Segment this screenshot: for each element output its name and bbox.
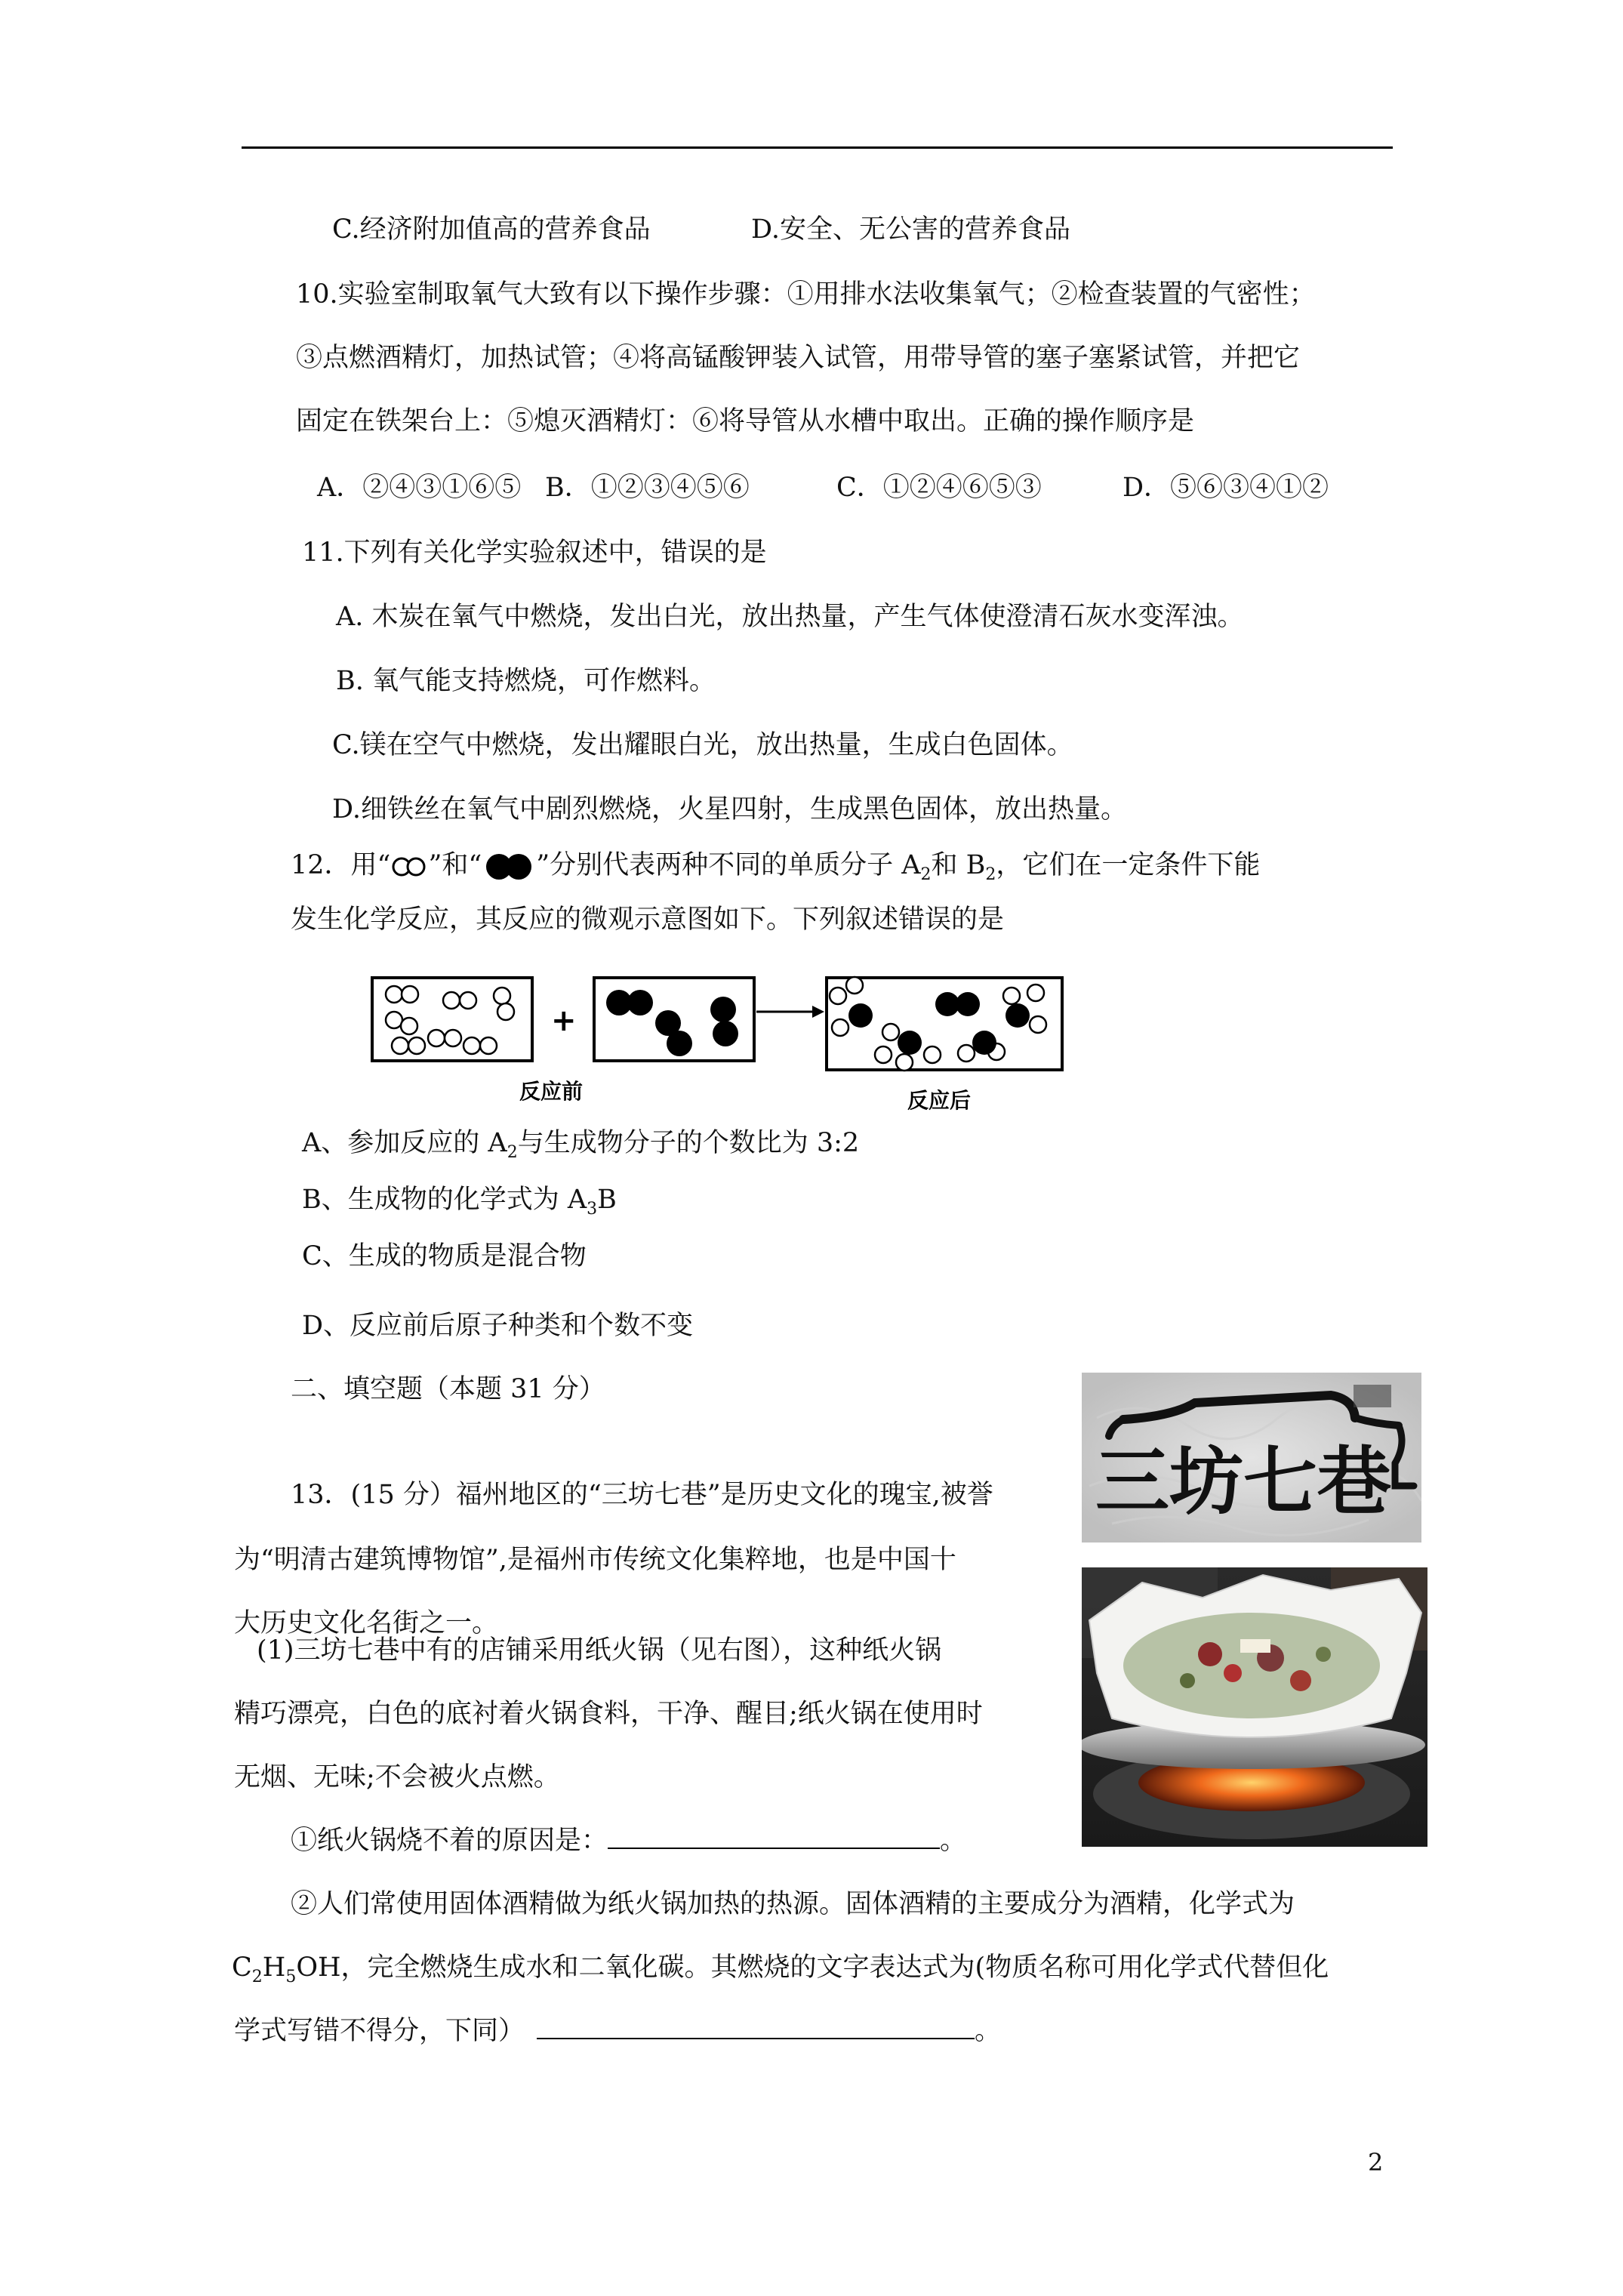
q12-option-a [302, 1126, 859, 1170]
formula-h-sub: 5 [285, 1968, 297, 1986]
formula-oh: OH [296, 1952, 341, 1983]
q12-option-a-pre: A、参加反应的 A [302, 1128, 507, 1158]
q13-sub2-line1: ②人们常使用固体酒精做为纸火锅加热的热源。固体酒精的主要成分为酒精，化学式为 [291, 1889, 1295, 1919]
hollow-molecule-icon [390, 854, 428, 880]
q12-option-a-sub: 2 [507, 1143, 518, 1162]
q12-stem-part1: 12．用“ [291, 850, 391, 880]
q12-stem-part3: ”分别代表两种不同的单质分子 A [536, 850, 921, 880]
q9-option-d: D.安全、无公害的营养食品 [751, 214, 1070, 245]
q12-stem-line2: 发生化学反应，其反应的微观示意图如下。下列叙述错误的是 [291, 905, 1005, 935]
label-after: 反应后 [907, 1088, 972, 1113]
q12-option-c: C、生成的物质是混合物 [302, 1241, 587, 1271]
q10-option-d: D．⑤⑥③④①② [1123, 473, 1329, 503]
q13-sub2-line3 [234, 2014, 1001, 2048]
q11-option-a: A. 木炭在氧气中燃烧，发出白光，放出热量，产生气体使澄清石灰水变浑浊。 [336, 602, 1244, 632]
q13-p1-line2: 精巧漂亮，白色的底衬着火锅食料，干净、醒目;纸火锅在使用时 [234, 1699, 983, 1729]
q13-sub2-line2-rest: ，完全燃烧生成水和二氧化碳。其燃烧的文字表达式为(物质名称可用化学式代替但化 [340, 1952, 1329, 1983]
q10-stem-line3: 固定在铁架台上：⑤熄灭酒精灯：⑥将导管从水槽中取出。正确的操作顺序是 [296, 406, 1195, 436]
seal-stamp [1354, 1385, 1391, 1407]
q13-sub2-line3-end: 。 [975, 2016, 1002, 2046]
reaction-diagram [362, 970, 1072, 1114]
q13-sub2-line2 [232, 1951, 1329, 1994]
q13-p1-line1: (1)三坊七巷中有的店铺采用纸火锅（见右图），这种纸火锅 [257, 1635, 942, 1666]
q12-sub-a2: 2 [920, 865, 932, 884]
header-rule [242, 146, 1393, 149]
q12-stem-part2: ”和“ [428, 850, 482, 880]
q10-option-a: A．②④③①⑥⑤ [317, 473, 522, 503]
q10-stem-line2: ③点燃酒精灯，加热试管；④将高锰酸钾装入试管，用带导管的塞子塞紧试管，并把它 [296, 343, 1301, 373]
sanfang-qixiang-logo-image [1082, 1373, 1421, 1542]
answer-blank-2[interactable] [537, 2015, 975, 2039]
q11-option-b: B. 氧气能支持燃烧，可作燃料。 [336, 666, 716, 696]
formula-c: C [232, 1952, 252, 1983]
q13-sub1 [291, 1824, 966, 1857]
formula-c-sub: 2 [251, 1968, 263, 1986]
q13-stem-line2: 为“明清古建筑博物馆”,是福州市传统文化集粹地，也是中国十 [234, 1545, 956, 1575]
q12-stem-part4: 和 B [931, 850, 986, 880]
q10-option-c: C．①②④⑥⑤③ [836, 473, 1042, 503]
solid-molecule-icon [482, 851, 536, 883]
q12-option-b-post: B [597, 1185, 617, 1215]
plus-sign: + [551, 1003, 577, 1038]
q12-stem-line1 [291, 849, 1260, 886]
q10-option-b: B．①②③④⑤⑥ [545, 473, 750, 503]
q13-sub1-text: ①纸火锅烧不着的原因是： [291, 1826, 608, 1856]
answer-blank-1[interactable] [608, 1825, 940, 1849]
q12-option-d: D、反应前后原子种类和个数不变 [302, 1311, 694, 1341]
q9-option-c: C.经济附加值高的营养食品 [332, 214, 651, 245]
q13-stem-line3: 大历史文化名街之一。 [234, 1608, 499, 1638]
section-heading: 二、填空题（本题 31 分） [291, 1374, 605, 1404]
page-number: 2 [1368, 2148, 1384, 2177]
q12-option-b-sub: 3 [587, 1200, 598, 1219]
label-before: 反应前 [519, 1079, 584, 1104]
q12-sub-b2: 2 [985, 865, 996, 884]
q11-option-c: C.镁在空气中燃烧，发出耀眼白光，放出热量，生成白色固体。 [332, 730, 1073, 760]
q11-option-d: D.细铁丝在氧气中剧烈燃烧，火星四射，生成黑色固体，放出热量。 [332, 794, 1127, 824]
q13-stem-line1: 13．(15 分）福州地区的“三坊七巷”是历史文化的瑰宝,被誉 [291, 1480, 993, 1510]
q12-option-b-pre: B、生成物的化学式为 A [302, 1185, 587, 1215]
q12-stem-part5: ，它们在一定条件下能 [996, 850, 1261, 880]
q11-stem: 11.下列有关化学实验叙述中，错误的是 [302, 538, 767, 568]
q13-sub2-line3-text: 学式写错不得分，下同） [234, 2016, 525, 2046]
arrow-head [812, 1006, 824, 1018]
paper-hotpot-photo [1082, 1567, 1427, 1847]
logo-calligraphy: 三坊七巷 [1095, 1438, 1392, 1525]
formula-h: H [262, 1952, 286, 1983]
q13-sub1-end: 。 [940, 1826, 967, 1856]
q12-option-b [302, 1183, 617, 1226]
q10-stem-line1: 10.实验室制取氧气大致有以下操作步骤：①用排水法收集氧气；②检查装置的气密性； [296, 279, 1316, 310]
q13-p1-line3: 无烟、无味;不会被火点燃。 [234, 1762, 560, 1792]
q12-option-a-post: 与生成物分子的个数比为 3:2 [517, 1128, 860, 1158]
